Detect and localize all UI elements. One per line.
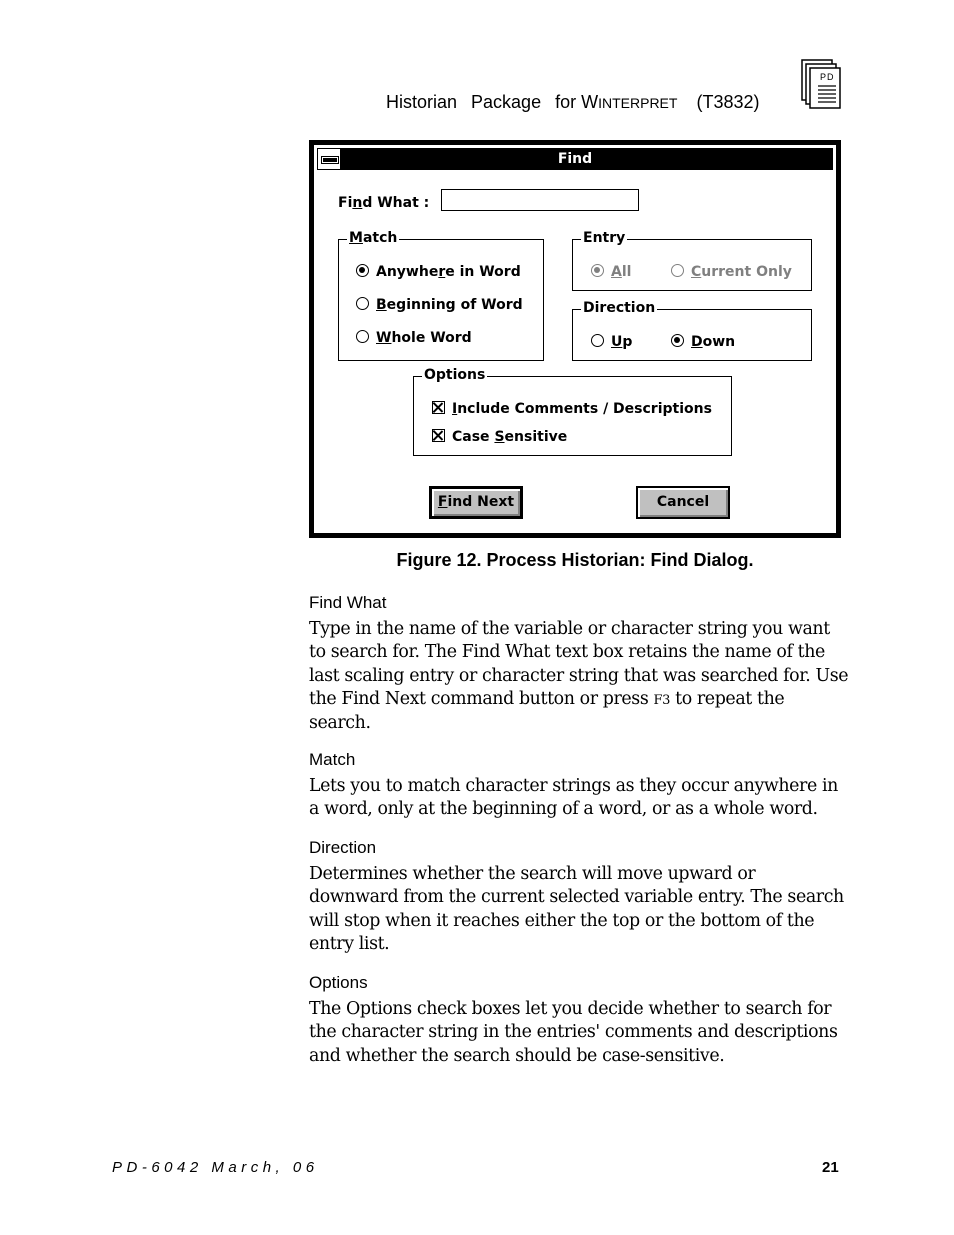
entry-group-title: Entry — [583, 230, 626, 246]
direction-group — [572, 300, 812, 361]
section-heading-find-what: Find What — [309, 593, 387, 612]
radio-entry-current-only[interactable]: Current Only — [671, 264, 792, 280]
section-heading-direction: Direction — [309, 838, 377, 857]
radio-direction-down[interactable]: Down — [671, 334, 735, 350]
entry-group — [572, 230, 812, 291]
radio-beginning-of-word[interactable]: Beginning of Word — [356, 297, 523, 313]
dialog-titlebar — [317, 148, 833, 170]
radio-whole-word[interactable]: Whole Word — [356, 330, 472, 346]
checkbox-checked-icon — [432, 429, 445, 442]
section-body-match: Lets you to match character strings as they occur anywhere in a word, only at the beginning of a word, or as a whole word. — [309, 776, 838, 820]
cancel-button[interactable]: Cancel — [636, 486, 730, 519]
find-what-input[interactable] — [441, 189, 639, 211]
header-word-for: for — [555, 92, 577, 112]
radio-anywhere-in-word[interactable]: Anywhere in Word — [356, 264, 521, 280]
checkbox-checked-icon — [432, 401, 445, 414]
header-word-package: Package — [471, 92, 542, 112]
radio-direction-up[interactable]: Up — [591, 334, 632, 350]
header-product-code: (T3832) — [696, 92, 760, 112]
radio-selected-icon — [356, 264, 369, 277]
checkbox-include-comments[interactable]: Include Comments / Descriptions — [432, 401, 712, 417]
section-heading-match: Match — [309, 750, 356, 769]
figure-caption: Figure 12. Process Historian: Find Dialog. — [396, 550, 754, 570]
footer-page-number: 21 — [822, 1159, 839, 1176]
footer-doc-id: PD-6042 March, 06 — [112, 1159, 319, 1176]
page-header-title — [386, 92, 760, 113]
pd-document-icon — [800, 58, 842, 112]
find-what-label: Find What : — [338, 195, 430, 211]
options-group — [413, 367, 732, 456]
radio-unselected-icon — [591, 334, 604, 347]
checkbox-case-sensitive[interactable]: Case Sensitive — [432, 429, 567, 445]
radio-selected-icon — [671, 334, 684, 347]
direction-group-title: Direction — [583, 300, 656, 316]
match-group-title: Match — [349, 230, 398, 246]
section-heading-options: Options — [309, 973, 368, 992]
header-word-historian: Historian — [386, 92, 458, 112]
section-body-direction: Determines whether the search will move upward or downward from the current selected variable entry. The search will stop when it reaches either the top or the bottom of the entry list. — [309, 864, 844, 954]
find-dialog — [309, 140, 841, 538]
radio-selected-icon — [591, 264, 604, 277]
options-group-title: Options — [424, 367, 486, 383]
radio-entry-all[interactable]: All — [591, 264, 631, 280]
dialog-title: Find — [557, 151, 593, 167]
pd-logo-text: PD — [820, 72, 835, 82]
radio-unselected-icon — [356, 297, 369, 310]
match-group — [338, 230, 544, 361]
radio-unselected-icon — [671, 264, 684, 277]
find-next-button[interactable]: Find Next — [429, 486, 523, 519]
section-body-find-what: Type in the name of the variable or character string you want to search for. The Find What text box retains the name of the last scaling entry or character string that was searched for. Use the Find Next command button or press F3 to repeat the search. — [309, 619, 849, 734]
radio-unselected-icon — [356, 330, 369, 343]
section-body-options: The Options check boxes let you decide whether to search for the character string in the entries' comments and descriptions and whether the search should be case-sensitive. — [309, 999, 838, 1066]
header-product-name: WINTERPRET — [581, 92, 678, 112]
